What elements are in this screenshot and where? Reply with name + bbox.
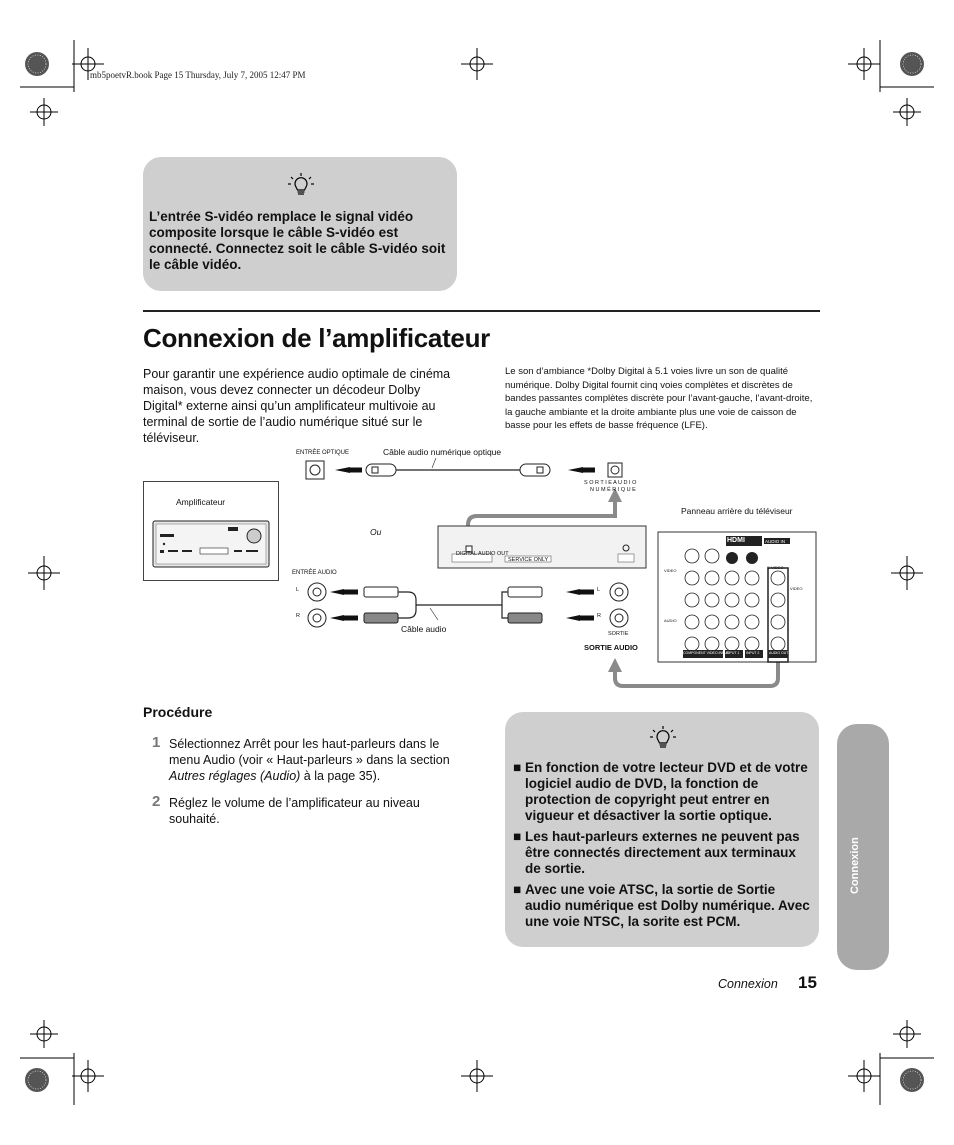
optical-input-jack <box>306 461 324 479</box>
tip-bullet <box>513 760 813 824</box>
step-number: 2 <box>152 793 161 810</box>
component-input-label: COMPONENT VIDEO INPUT <box>683 651 730 655</box>
hdmi-label: HDMI <box>727 537 745 544</box>
out-left-label: L <box>597 587 601 593</box>
left-label: L <box>296 587 300 593</box>
tip-bullet <box>513 882 813 930</box>
optical-output-jack <box>608 463 622 477</box>
service-only-label: SERVICE ONLY <box>508 557 549 563</box>
tip-text: L’entrée S-vidéo remplace le signal vidéo composite lorsque le câble S-vidéo est connecté. Connectez soit le câble S-vidéo soit le câble vidéo. <box>149 209 446 272</box>
video-side-label: VIDEO <box>664 568 677 573</box>
bullet-text: En fonction de votre lecteur DVD et de votre logiciel audio de DVD, la fonction de protection de copyright peut entrer en vigueur et désactiver la sortie optique. <box>525 760 808 823</box>
dolby-paragraph: Le son d’ambiance *Dolby Digital à 5.1 voies livre un son de qualité numérique. Dolby Digital fournit cinq voies complètes et discrètes de bandes passantes complètes discrète pour l’avant-gauche, l’avant-droite, la gauche ambiante et la droite ambiante plus une voie de caisson de basse pour les effets de basse fréquence (LFE). <box>505 366 813 431</box>
audio-cable-label: Câble audio <box>401 624 447 634</box>
bullet-text: Les haut-parleurs externes ne peuvent pas être connectés directement aux terminaux de sortie. <box>525 829 800 876</box>
tv-panel-label: Panneau arrière du téléviseur <box>681 506 793 516</box>
step-number: 1 <box>152 734 161 751</box>
audio-side-label: AUDIO <box>664 618 677 623</box>
audio-in-label: ENTRÉE AUDIO <box>292 570 337 576</box>
tip-box-bottom <box>505 712 819 947</box>
intro-paragraph: Pour garantir une expérience audio optimale de cinéma maison, vous devez connecter un décodeur Dolby Digital* externe ainsi qu’un amplificateur multivoie au terminal de sortie de l’audio numérique situé sur le téléviseur. <box>143 367 451 445</box>
procedure-step-2 <box>152 795 452 827</box>
or-label: Ou <box>370 527 382 537</box>
step-italic: Autres réglages (Audio) <box>169 769 301 783</box>
digital-out-label-1: S O R T I E A U D I O <box>584 480 637 486</box>
step-text: Sélectionnez Arrêt pour les haut-parleurs dans le menu Audio (voir « Haut-parleurs » dans la section <box>169 737 450 767</box>
bullet-square-icon: ■ <box>513 760 522 775</box>
section-divider <box>143 310 820 312</box>
step-text: Réglez le volume de l’amplificateur au niveau souhaité. <box>169 796 420 826</box>
bullet-square-icon: ■ <box>513 882 522 897</box>
digital-audio-out-label: DIGITAL AUDIO OUT <box>456 551 509 557</box>
audio-out-label: AUDIO OUT <box>769 651 789 655</box>
chapter-tab <box>837 724 889 970</box>
sortie-audio-label: SORTIE AUDIO <box>584 643 638 652</box>
video-label: VIDEO <box>790 586 803 591</box>
bullet-text: Avec une voie ATSC, la sortie de Sortie audio numérique est Dolby numérique. Avec une voie NTSC, la sorite est PCM. <box>525 882 810 929</box>
bullet-square-icon: ■ <box>513 829 522 844</box>
input2-label: INPUT 2 <box>746 651 760 655</box>
audio-in-tag: AUDIO IN <box>765 539 786 544</box>
amplifier-box <box>143 481 279 581</box>
optical-in-label: ENTRÉE OPTIQUE <box>296 450 350 456</box>
sortie-label: SORTIE <box>608 631 629 637</box>
input1-label: INPUT 1 <box>726 651 740 655</box>
right-label: R <box>296 613 300 619</box>
amplifier-illustration <box>152 520 270 570</box>
procedure-step-1 <box>152 736 452 784</box>
step-text-end: à la page 35). <box>300 769 381 783</box>
optical-cable-label: Câble audio numérique optique <box>383 447 502 457</box>
chapter-tab-label: Connexion <box>849 837 861 894</box>
arrow-left-icon <box>335 467 350 473</box>
digital-out-label-2: N U M É R I Q U E <box>590 487 636 493</box>
footer-section: Connexion <box>718 977 778 991</box>
tip-bullet <box>513 829 813 877</box>
lightbulb-icon <box>286 171 316 201</box>
page-title: Connexion de l’amplificateur <box>143 323 490 353</box>
out-right-label: R <box>597 613 601 619</box>
svideo-label: S-VIDEO <box>767 565 784 570</box>
book-header: mb5poetvR.book Page 15 Thursday, July 7, 2005 12:47 PM <box>90 70 306 80</box>
lightbulb-icon <box>648 724 678 754</box>
amplifier-label: Amplificateur <box>176 497 226 507</box>
procedure-title: Procédure <box>143 704 213 720</box>
page-number: 15 <box>798 973 817 992</box>
tip-box-top <box>143 157 457 291</box>
